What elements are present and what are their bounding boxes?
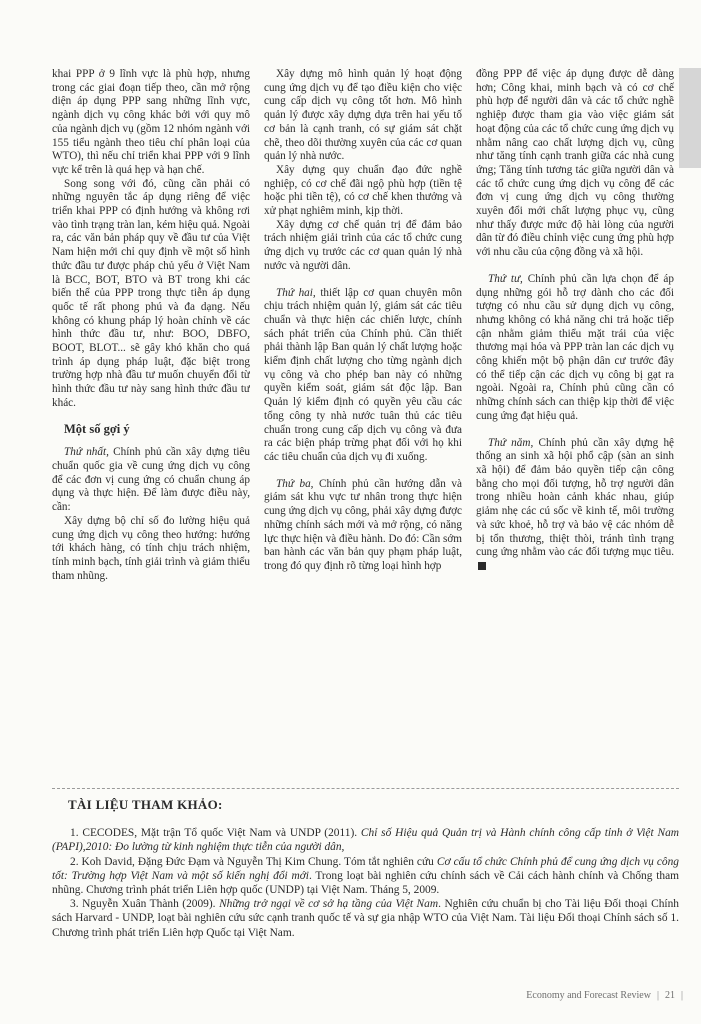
paragraph: Song song với đó, cũng cần phải có những nguyên tắc áp dụng riêng để việc triển khai PPP có định hướng và không rơi vào tình trạng tràn lan, kém hiệu quả. Ngoài ra, các văn bản pháp quy về đầu tư của Việt Nam hiện mới chỉ quy định về một số hình thức đầu tư được pháp chủ yếu ở Việt Nam là BCC, BOT, BTO và BT trong khi các biến thể của PPP trong thực tiễn áp dụng quốc tế rất phong phú và đa dạng. Nếu không có khung pháp lý hoàn chỉnh về các hình thức đầu tư, như: BOO, DBFO, BOOT, BLOT... sẽ gây khó khăn cho quá trình áp dụng pháp luật, đặc biệt trong trường hợp nhà đầu tư muốn chuyển đổi từ hình thức đầu tư này sang hình thức đầu tư khác. — [52, 177, 250, 409]
reference-text: . Trong loạt bài nghiên cứu chính sách về Cải cách hành chính và Chống tham nhũng. Chương trình phát triển Liên hợp quốc (UNDP) tại Việt Nam. Tháng 5, 2009. — [52, 869, 679, 897]
references-divider — [52, 788, 679, 789]
paragraph-text: Chính phủ cần lựa chọn để áp dụng những gói hỗ trợ dành cho các đối tượng có nhu cầu sử dụng dịch vụ công, nhưng không có khả năng chi trả hoặc tiếp cận nhằm giảm thiểu mặt trái của việc thương mại hóa và PPP tràn lan các dịch vụ công khiến một bộ phận dân cư trước đây có thể tiếp cận các dịch vụ công bị gạt ra ngoài. Ngoài ra, Chính phủ cũng cần có những chính sách can thiệp kịp thời để việc cung ứng đạt hiệu quả. — [476, 272, 674, 422]
column-1 — [52, 68, 250, 788]
references-title: TÀI LIỆU THAM KHẢO: — [68, 797, 223, 812]
paragraph-text: thiết lập cơ quan chuyên môn chịu trách nhiệm quản lý, giám sát các tiêu chuẩn và thực hiện các chiến lược, chính sách phát triển của Chính phủ. Cần thiết phải thành lập Ban quản lý chất lượng hoặc kiểm định chất lượng cho từng ngành dịch vụ công và cho phép ban này có những quyền kiểm soát, giám sát độc lập. Ban Quản lý kiểm định có quyền yêu cầu các tổng công ty nhà nước tuân thủ các tiêu chuẩn trong cung cấp dịch vụ công và đưa ra các biện pháp trừng phạt đối với họ khi các tiêu chuẩn của dịch vụ đi xuống. — [264, 286, 462, 463]
references-section — [52, 798, 679, 940]
reference-text: 1. CECODES, Mặt trận Tổ quốc Việt Nam và UNDP (2011). — [70, 827, 361, 840]
footer-separator: | — [680, 990, 683, 1001]
italic-lead: Thứ nhất, — [64, 446, 109, 459]
journal-name: Economy and Forecast Review — [526, 990, 651, 1001]
paragraph-text: Chính phủ cần xây dựng hệ thống an sinh xã hội phổ cập (sàn an sinh xã hội) để đảm bảo quyền tiếp cận công bằng cho mọi đối tượng, hỗ trợ người dân trong nhiều hoàn cảnh khác nhau, giúp giảm nhẹ các cú sốc về kinh tế, môi trường và sức khoẻ, hỗ trợ và bảo vệ các nhóm dễ bị tổn thương, thiệt thòi, tránh tình trạng cung ứng nhằm vào các đối tượng mục tiêu. — [476, 436, 674, 559]
reference-text: . Nghiên cứu chuẩn bị cho Tài liệu Đối thoại Chính sách Harvard - UNDP, loạt bài nghiên cứu sức cạnh tranh quốc tế và sự gia nhập WTO của Việt Nam. Tài liệu Đối thoại Chính sách số 1. Chương trình phát triển Liên hợp Quốc tại Việt Nam. — [52, 898, 679, 939]
page-footer — [526, 990, 689, 1001]
italic-lead: Thứ năm, — [488, 436, 534, 449]
paragraph — [264, 287, 462, 465]
paragraph: Xây dựng cơ chế quản trị để đảm bảo trách nhiệm giải trình của các tổ chức cung ứng dịch vụ trước các cơ quan quản lý nhà nước và người dân. — [264, 218, 462, 272]
paragraph — [476, 273, 674, 424]
article-body — [52, 68, 674, 788]
italic-lead: Thứ hai, — [276, 286, 316, 299]
italic-lead: Thứ tư, — [488, 272, 523, 285]
paragraph-text: Chính phủ cần xây dựng tiêu chuẩn quốc gia về cung ứng dịch vụ công để các đơn vị cung ứng có chuẩn chung áp dụng và thực hiện. Để làm được điều này, cần: — [52, 446, 250, 514]
end-of-article-mark — [478, 562, 486, 570]
reference-title-italic: Những trở ngại về cơ sở hạ tầng của Việt Nam — [219, 898, 439, 911]
paragraph — [52, 446, 250, 515]
paragraph — [264, 478, 462, 574]
page-edge-tab — [679, 68, 701, 168]
paragraph: Xây dựng mô hình quản lý hoạt động cung ứng dịch vụ để tạo điều kiện cho việc cung cấp dịch vụ công tốt hơn. Mô hình quản lý được xây dựng dựa trên hai yếu tố cơ bản là cạnh tranh, có sự giám sát chặt chẽ, theo dõi thường xuyên của các cơ quan quản lý nhà nước. — [264, 68, 462, 163]
column-2 — [264, 68, 462, 788]
italic-lead: Thứ ba, — [276, 477, 314, 490]
reference-title-italic: Chỉ số Hiệu quả Quản trị và Hành chính công cấp tỉnh ở Việt Nam (PAPI),2010: Đo lường từ kinh nghiệm thực tiễn của người dân, — [52, 827, 679, 854]
reference-text: 2. Koh David, Đặng Đức Đạm và Nguyễn Thị Kim Chung. Tóm tắt nghiên cứu — [70, 855, 437, 868]
paragraph: Xây dựng quy chuẩn đạo đức nghề nghiệp, có cơ chế đãi ngộ phù hợp (tiền tệ hoặc phi tiền tệ), có cơ chế khen thưởng và xử phạt nghiêm minh, kịp thời. — [264, 163, 462, 218]
paragraph: khai PPP ở 9 lĩnh vực là phù hợp, nhưng trong các giai đoạn tiếp theo, cần mở rộng diện áp dụng PPP sang những lĩnh vực, ngành dịch vụ công khác bởi với quy mô của ngành dịch vụ (gồm 12 nhóm ngành với 155 tiểu ngành theo tiêu chí phân loại của WTO), thì nếu chỉ triển khai PPP với 9 lĩnh vực kể trên là quá hẹp và hạn chế. — [52, 68, 250, 176]
paragraph: đồng PPP để việc áp dụng được dễ dàng hơn; Công khai, minh bạch và có cơ chế phù hợp để người dân và các tổ chức nghề nghiệp được tham gia vào việc giám sát hoạt động của các tổ chức cung ứng dịch vụ nhằm nâng cao chất lượng dịch vụ, cũng như tăng tính cạnh tranh giữa các nhà cung ứng; Tăng tính tương tác giữa người dân và các tổ chức cung ứng dịch vụ công để các đơn vị cung ứng dịch vụ công thường xuyên đổi mới chất lượng phục vụ, cũng như thấy được mức độ hài lòng của người dân từ đó điều chỉnh việc cung ứng phù hợp với nhu cầu của cộng đồng và xã hội. — [476, 68, 674, 259]
footer-separator: | — [656, 990, 659, 1001]
reference-item — [52, 897, 679, 940]
reference-item — [52, 855, 679, 898]
paragraph: Xây dựng bộ chỉ số đo lường hiệu quả cung ứng dịch vụ công theo hướng: hướng tới khách hàng, có tính chịu trách nhiệm, tính minh bạch, tính giải trình và giảm thiểu tham nhũng. — [52, 514, 250, 582]
page-number: 21 — [664, 990, 675, 1001]
paragraph-text: Chính phủ cần hướng dẫn và giám sát khu vực tư nhân trong thực hiện cung ứng dịch vụ công, phải xây dựng được những chính sách mới và mở rộng, có năng lực thực hiện và điều hành. Do đó: Cần sớm ban hành các văn bản quy phạm pháp luật, trong đó quy định rõ từng loại hình hợp — [264, 477, 462, 572]
section-heading: Một số gợi ý — [64, 421, 130, 436]
reference-title-italic: Cơ cấu tổ chức Chính phủ để cung ứng dịch vụ công tốt: Trường hợp Việt Nam và một số kiến nghị đổi mới — [52, 855, 679, 882]
column-3 — [476, 68, 674, 788]
reference-item — [52, 826, 679, 854]
paragraph — [476, 437, 674, 574]
reference-text: 3. Nguyễn Xuân Thành (2009). — [70, 898, 220, 911]
